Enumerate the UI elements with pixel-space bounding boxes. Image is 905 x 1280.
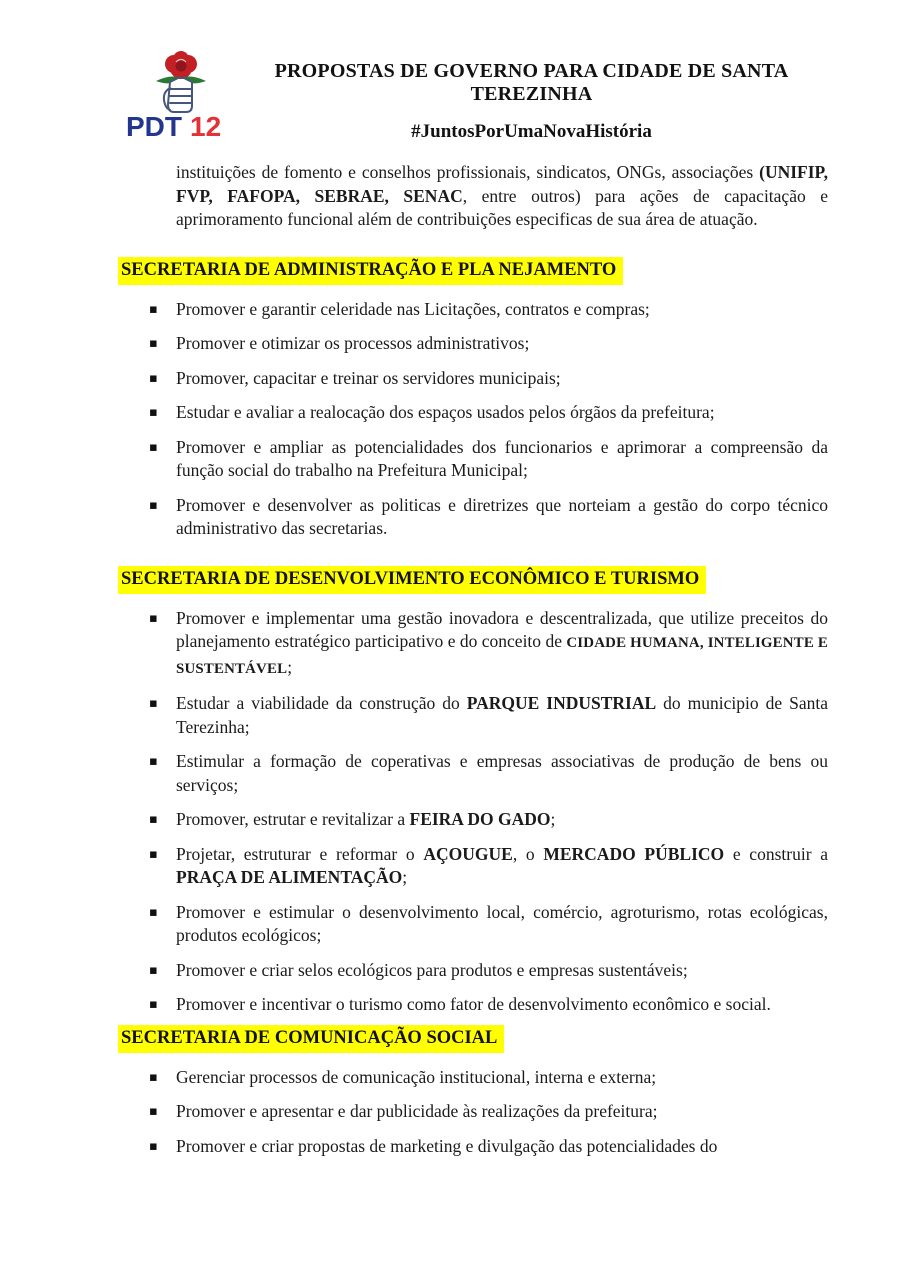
text-segment: Promover e estimular o desenvolvimento local, comércio, agroturismo, rotas ecológicas, produtos ecológicos; [176, 901, 828, 946]
text-segment: Estudar a viabilidade da construção do [176, 693, 467, 714]
bullet-list [149, 607, 828, 1017]
bullet-marker-icon: ▪ [149, 405, 158, 421]
text-segment: Promover, capacitar e treinar os servidores municipais; [176, 367, 561, 388]
section-header: SECRETARIA DE ADMINISTRAÇÃO E PLA NEJAMENTO [118, 257, 623, 285]
text-segment: PRAÇA DE ALIMENTAÇÃO [176, 867, 403, 888]
bullet-text [176, 809, 555, 829]
bullet-text [176, 495, 828, 539]
text-segment: AÇOUGUE [423, 843, 513, 864]
bullet-text [176, 333, 529, 353]
pdt-rose-fist-icon [118, 48, 238, 138]
bullet-marker-icon: ▪ [149, 336, 158, 352]
bullet-marker-icon: ▪ [149, 812, 158, 828]
bullet-item [149, 607, 828, 682]
text-segment: instituições de fomento e conselhos profissionais, sindicatos, ONGs, associações [176, 162, 760, 182]
bullet-text [176, 437, 828, 481]
bullet-text [176, 960, 688, 980]
bullet-item [149, 494, 828, 541]
intro-paragraph [176, 161, 828, 232]
logo-party-text: PDT [126, 111, 182, 138]
text-segment: Promover e incentivar o turismo como fator de desenvolvimento econômico e social. [176, 994, 771, 1015]
bullet-marker-icon: ▪ [149, 1069, 158, 1085]
text-segment: do municipio de Santa Terezinha; [176, 693, 828, 737]
bullet-list [149, 1066, 828, 1159]
bullet-item [149, 808, 828, 832]
bullet-text [176, 902, 828, 946]
bullet-text [176, 608, 828, 677]
text-segment: ; [550, 809, 556, 830]
text-segment: CIDADE HUMANA, INTELIGENTE E SUSTENTÁVEL [176, 635, 828, 677]
bullet-item [149, 843, 828, 890]
document-content [121, 161, 828, 1158]
document-header [0, 0, 905, 143]
bullet-text [176, 751, 828, 795]
secretaria-section [121, 232, 828, 541]
pdt-logo [118, 48, 238, 138]
text-segment: Promover e apresentar e dar publicidade às realizações da prefeitura; [176, 1101, 658, 1122]
bullet-item [149, 436, 828, 483]
text-segment: ; [402, 867, 408, 888]
text-segment: Promover e ampliar as potencialidades dos funcionarios e aprimorar a compreensão da função social do trabalho na Prefeitura Municipal; [176, 436, 828, 481]
text-segment: (UNIFIP, FVP, FAFOPA, SEBRAE, SENAC [176, 162, 828, 206]
bullet-item [149, 901, 828, 948]
text-segment: FEIRA DO GADO [409, 809, 551, 830]
text-segment: Estudar e avaliar a realocação dos espaços usados pelos órgãos da prefeitura; [176, 402, 715, 423]
text-segment: Gerenciar processos de comunicação institucional, interna e externa; [176, 1066, 657, 1087]
bullet-text [176, 693, 828, 737]
bullet-item [149, 332, 828, 356]
bullet-item [149, 1135, 828, 1159]
text-segment: Promover e garantir celeridade nas Licitações, contratos e compras; [176, 298, 650, 319]
secretaria-section [121, 1017, 828, 1159]
bullet-marker-icon: ▪ [149, 1138, 158, 1154]
bullet-text [176, 299, 650, 319]
bullet-marker-icon: ▪ [149, 754, 158, 770]
text-segment: Promover e criar propostas de marketing e divulgação das potencialidades do [176, 1135, 718, 1156]
bullet-item [149, 692, 828, 739]
bullet-item [149, 750, 828, 797]
bullet-marker-icon: ▪ [149, 1104, 158, 1120]
text-segment: PARQUE INDUSTRIAL [466, 693, 657, 714]
bullet-marker-icon: ▪ [149, 439, 158, 455]
bullet-item [149, 367, 828, 391]
bullet-marker-icon: ▪ [149, 696, 158, 712]
text-segment: Estimular a formação de coperativas e empresas associativas de produção de bens ou serviços; [176, 751, 828, 795]
bullet-marker-icon: ▪ [149, 301, 158, 317]
text-segment: Promover, estrutar e revitalizar a [176, 809, 410, 830]
bullet-text [176, 1067, 656, 1087]
bullet-text [176, 1101, 658, 1121]
text-segment: ; [287, 656, 293, 677]
text-segment: Promover e criar selos ecológicos para produtos e empresas sustentáveis; [176, 959, 688, 980]
text-segment: Promover e otimizar os processos administrativos; [176, 333, 530, 354]
text-segment: MERCADO PÚBLICO [543, 843, 725, 864]
bullet-item [149, 401, 828, 425]
secretaria-section [121, 541, 828, 1017]
bullet-marker-icon: ▪ [149, 370, 158, 386]
bullet-marker-icon: ▪ [149, 962, 158, 978]
logo-number-text: 12 [190, 111, 222, 138]
bullet-item [149, 1100, 828, 1124]
sections-container [121, 232, 828, 1159]
bullet-marker-icon: ▪ [149, 846, 158, 862]
bullet-text [176, 368, 561, 388]
text-segment: , entre outros) para ações de capacitação e aprimoramento funcional além de contribuições especificas de sua área de atuação. [176, 185, 828, 229]
bullet-list [149, 298, 828, 541]
page-title: PROPOSTAS DE GOVERNO PARA CIDADE DE SANTA TEREZINHA [274, 60, 789, 105]
title-block [238, 48, 825, 143]
section-header: SECRETARIA DE DESENVOLVIMENTO ECONÔMICO E TURISMO [118, 566, 706, 594]
bullet-item [149, 959, 828, 983]
bullet-text [176, 1136, 717, 1156]
bullet-text [176, 994, 771, 1014]
text-segment: Projetar, estruturar e reformar o [176, 843, 424, 864]
bullet-marker-icon: ▪ [149, 610, 158, 626]
section-header: SECRETARIA DE COMUNICAÇÃO SOCIAL [118, 1025, 504, 1053]
bullet-text [176, 402, 715, 422]
rose-icon [165, 51, 197, 79]
bullet-marker-icon: ▪ [149, 904, 158, 920]
bullet-text [176, 844, 828, 888]
bullet-marker-icon: ▪ [149, 997, 158, 1013]
text-segment: , o [512, 843, 544, 864]
text-segment: Promover e desenvolver as politicas e diretrizes que norteiam a gestão do corpo técnico administrativo das secretarias. [176, 494, 828, 539]
bullet-item [149, 1066, 828, 1090]
bullet-item [149, 993, 828, 1017]
bullet-item [149, 298, 828, 322]
bullet-marker-icon: ▪ [149, 497, 158, 513]
text-segment: Promover e implementar uma gestão inovadora e descentralizada, que utilize preceitos do planejamento estratégico participativo e do conceito de [176, 607, 828, 652]
text-segment: e construir a [724, 843, 828, 864]
hashtag-subtitle: #JuntosPorUmaNovaHistória [411, 121, 652, 142]
